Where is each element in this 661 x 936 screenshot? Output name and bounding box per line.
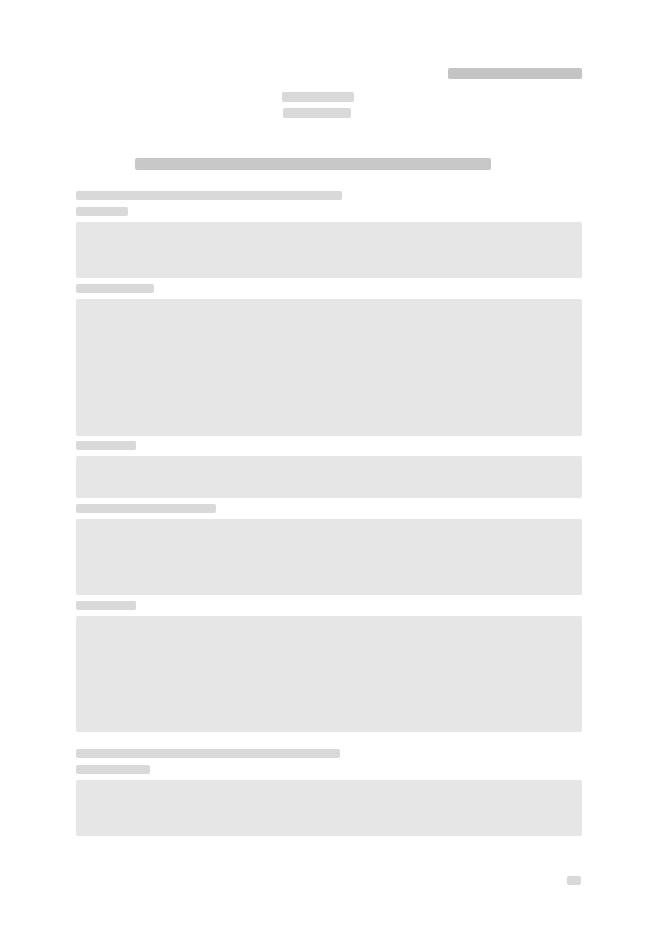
clause-heading <box>76 601 136 610</box>
clause-heading <box>76 441 136 450</box>
section-title <box>135 158 491 170</box>
paragraph <box>76 780 582 836</box>
page-number <box>567 876 581 885</box>
paragraph <box>76 616 582 732</box>
paragraph <box>76 299 582 436</box>
subsection-heading <box>76 191 342 200</box>
paragraph <box>76 222 582 278</box>
clause-heading <box>76 207 128 216</box>
clause-heading <box>76 765 150 774</box>
subsection-heading <box>76 749 340 758</box>
header-standard-ref <box>448 68 582 79</box>
annex-title <box>282 92 354 102</box>
clause-heading <box>76 284 154 293</box>
clause-heading <box>76 504 216 513</box>
annex-type <box>283 108 351 118</box>
paragraph <box>76 519 582 595</box>
paragraph <box>76 456 582 498</box>
